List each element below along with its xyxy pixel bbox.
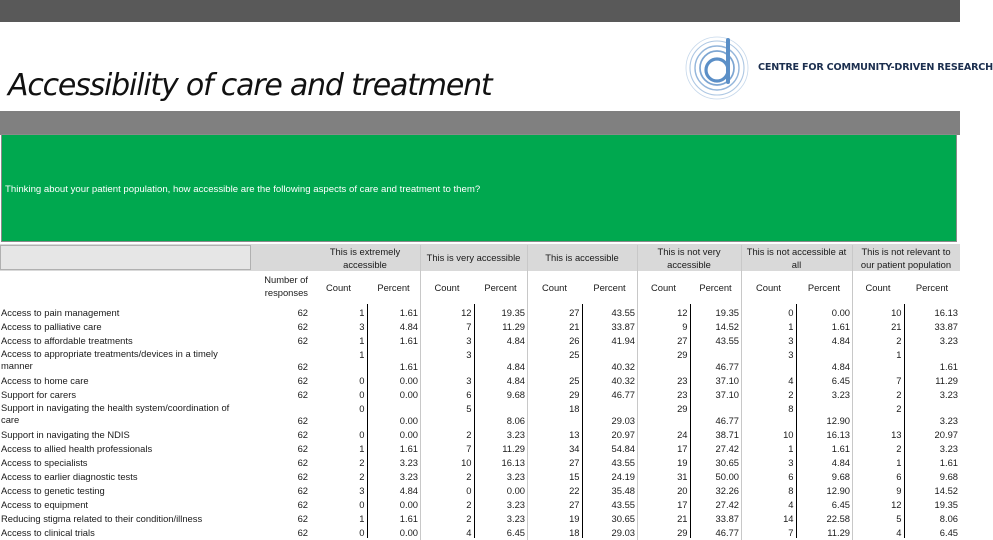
- count-cell: 22: [527, 482, 582, 496]
- percent-cell: 8.06: [939, 513, 958, 525]
- count-cell: [310, 346, 367, 372]
- percent-cell: 19.35: [934, 499, 958, 511]
- percent-cell: 38.71: [715, 429, 739, 441]
- percent-cell: 4.84: [506, 375, 525, 387]
- percent-cell: 0.00: [399, 415, 418, 427]
- row-label: Access to home care: [1, 375, 89, 387]
- count-cell: 27: [637, 332, 690, 346]
- count-cell: [527, 400, 582, 426]
- percent-cell: 46.77: [715, 361, 739, 373]
- count-cell: 2: [741, 386, 796, 400]
- percent-cell: 1.61: [939, 361, 958, 373]
- percent-cell: 1.61: [939, 457, 958, 469]
- count-value: 0: [359, 403, 365, 415]
- count-cell: 4: [741, 496, 796, 510]
- percent-cell: 0.00: [399, 527, 418, 539]
- percent-cell: 30.65: [611, 513, 635, 525]
- percent-cell: 35.48: [611, 485, 635, 497]
- count-value: 8: [788, 403, 794, 415]
- count-cell: [310, 400, 367, 426]
- count-cell: 0: [310, 524, 367, 538]
- group-header: This is accessible: [545, 252, 619, 264]
- table-row: [0, 304, 960, 318]
- count-cell: 1: [852, 454, 904, 468]
- count-cell: 2: [852, 332, 904, 346]
- percent-cell: 16.13: [826, 429, 850, 441]
- group-header: This is not accessible at all: [746, 245, 847, 270]
- count-cell: 3: [310, 482, 367, 496]
- percent-header: Percent: [915, 282, 949, 294]
- count-cell: 2: [420, 426, 474, 440]
- responses-cell: 62: [297, 307, 308, 319]
- count-cell: 12: [420, 304, 474, 318]
- count-cell: 2: [420, 468, 474, 482]
- row-label: Access to allied health professionals: [1, 443, 153, 455]
- count-cell: 23: [637, 386, 690, 400]
- row-label: Access to genetic testing: [1, 485, 105, 497]
- percent-cell: 4.84: [399, 321, 418, 333]
- count-cell: 3: [420, 332, 474, 346]
- percent-cell: 46.77: [715, 415, 739, 427]
- percent-cell: 3.23: [506, 499, 525, 511]
- percent-cell: 0.00: [399, 375, 418, 387]
- count-header: Count: [755, 282, 782, 294]
- count-cell: 0: [310, 496, 367, 510]
- percent-cell: 8.06: [506, 415, 525, 427]
- percent-cell: 3.23: [506, 471, 525, 483]
- results-table: [0, 245, 960, 538]
- count-cell: 0: [741, 304, 796, 318]
- count-cell: 2: [852, 440, 904, 454]
- percent-cell: 3.23: [939, 335, 958, 347]
- row-label: Access to palliative care: [1, 321, 102, 333]
- table-row: [0, 524, 960, 538]
- percent-cell: 33.87: [715, 513, 739, 525]
- table-row: [0, 454, 960, 468]
- count-cell: 1: [741, 440, 796, 454]
- row-label: Access to appropriate treatments/devices in a timely manner: [1, 347, 218, 371]
- percent-cell: 33.87: [934, 321, 958, 333]
- page-title: Accessibility of care and treatment: [8, 68, 492, 103]
- count-cell: [420, 346, 474, 372]
- count-cell: 2: [852, 386, 904, 400]
- percent-cell: 29.03: [611, 527, 635, 539]
- percent-cell: 11.29: [827, 527, 850, 539]
- percent-cell: 12.90: [826, 415, 850, 427]
- count-cell: 21: [852, 318, 904, 332]
- group-header: This is very accessible: [426, 252, 521, 264]
- table-row: [0, 318, 960, 332]
- percent-cell: 16.13: [501, 457, 525, 469]
- percent-cell: 14.52: [715, 321, 739, 333]
- count-cell: 7: [420, 440, 474, 454]
- count-cell: 1: [741, 318, 796, 332]
- count-cell: 1: [310, 304, 367, 318]
- count-cell: 2: [310, 468, 367, 482]
- count-value: 25: [569, 349, 580, 361]
- percent-cell: 3.23: [939, 443, 958, 455]
- count-cell: 25: [527, 372, 582, 386]
- count-value: 29: [677, 349, 688, 361]
- percent-cell: 1.61: [399, 513, 418, 525]
- count-cell: 9: [852, 482, 904, 496]
- percent-cell: 4.84: [831, 335, 850, 347]
- percent-cell: 9.68: [506, 389, 525, 401]
- count-cell: 6: [420, 386, 474, 400]
- percent-header: Percent: [593, 282, 626, 294]
- count-cell: [637, 346, 690, 372]
- count-cell: 27: [527, 304, 582, 318]
- count-cell: 27: [527, 454, 582, 468]
- percent-cell: 54.84: [611, 443, 635, 455]
- count-cell: 13: [527, 426, 582, 440]
- percent-cell: 3.23: [506, 429, 525, 441]
- count-cell: 15: [527, 468, 582, 482]
- percent-cell: 11.29: [935, 375, 958, 387]
- sheet-header-bar: [0, 113, 960, 135]
- count-cell: 29: [527, 386, 582, 400]
- row-label: Access to equipment: [1, 499, 89, 511]
- percent-cell: 9.68: [939, 471, 958, 483]
- percent-cell: 0.00: [399, 389, 418, 401]
- ccdr-logo-icon: [684, 32, 750, 102]
- row-label: Access to clinical trials: [1, 527, 95, 539]
- percent-cell: 19.35: [501, 307, 525, 319]
- top-bar: [0, 0, 960, 22]
- percent-cell: 27.42: [715, 499, 739, 511]
- count-cell: 9: [637, 318, 690, 332]
- count-cell: 3: [741, 332, 796, 346]
- percent-cell: 43.55: [611, 499, 635, 511]
- count-value: 2: [896, 403, 902, 415]
- count-cell: 27: [527, 496, 582, 510]
- row-label: Access to affordable treatments: [1, 335, 133, 347]
- count-cell: 14: [741, 510, 796, 524]
- responses-cell: 62: [297, 321, 308, 333]
- count-cell: [741, 400, 796, 426]
- count-value: 5: [466, 403, 472, 415]
- count-cell: 2: [310, 454, 367, 468]
- percent-cell: 43.55: [611, 457, 635, 469]
- percent-cell: 3.23: [831, 389, 850, 401]
- row-label: Access to specialists: [1, 457, 88, 469]
- responses-cell: 62: [297, 527, 308, 539]
- count-value: 1: [896, 349, 902, 361]
- org-name: CENTRE FOR COMMUNITY-DRIVEN RESEARCH: [758, 62, 993, 73]
- percent-cell: 27.42: [715, 443, 739, 455]
- survey-question: Thinking about your patient population, how accessible are the following aspects of care and treatment to them?: [5, 184, 481, 195]
- count-cell: 8: [741, 482, 796, 496]
- count-cell: 26: [527, 332, 582, 346]
- percent-cell: 19.35: [715, 307, 739, 319]
- count-cell: 7: [741, 524, 796, 538]
- count-cell: 21: [637, 510, 690, 524]
- percent-cell: 6.45: [506, 527, 525, 539]
- percent-cell: 46.77: [715, 527, 739, 539]
- count-value: 3: [788, 349, 794, 361]
- count-cell: 17: [637, 440, 690, 454]
- percent-cell: 32.26: [715, 485, 739, 497]
- count-cell: 2: [420, 496, 474, 510]
- percent-cell: 1.61: [399, 335, 418, 347]
- count-cell: 6: [852, 468, 904, 482]
- percent-header: Percent: [699, 282, 732, 294]
- count-cell: 0: [310, 426, 367, 440]
- table-row: [0, 496, 960, 510]
- percent-cell: 37.10: [715, 389, 739, 401]
- count-header: Count: [541, 282, 568, 294]
- table-row: [0, 468, 960, 482]
- count-cell: 4: [741, 372, 796, 386]
- percent-cell: 1.61: [831, 443, 850, 455]
- percent-cell: 1.61: [831, 321, 850, 333]
- sub-header-row: [0, 272, 960, 304]
- table-row: [0, 510, 960, 524]
- count-cell: 29: [637, 524, 690, 538]
- table-row: [0, 386, 960, 400]
- count-cell: 18: [527, 524, 582, 538]
- count-cell: 19: [527, 510, 582, 524]
- row-label: Access to earlier diagnostic tests: [1, 471, 138, 483]
- percent-cell: 22.58: [826, 513, 850, 525]
- count-cell: 23: [637, 372, 690, 386]
- percent-cell: 0.00: [506, 485, 525, 497]
- count-value: 29: [677, 403, 688, 415]
- row-label: Support in navigating the health system/coordination of care: [1, 401, 230, 425]
- count-cell: 1: [310, 440, 367, 454]
- percent-cell: 1.61: [399, 443, 418, 455]
- responses-cell: 62: [297, 471, 308, 483]
- table-row: [0, 482, 960, 496]
- percent-cell: 12.90: [826, 485, 850, 497]
- count-cell: 0: [310, 372, 367, 386]
- responses-cell: 62: [297, 415, 308, 427]
- table-row: [0, 332, 960, 346]
- percent-cell: 43.55: [611, 307, 635, 319]
- row-label: Access to pain management: [1, 307, 120, 319]
- responses-cell: 62: [297, 513, 308, 525]
- count-cell: 4: [852, 524, 904, 538]
- percent-cell: 37.10: [715, 375, 739, 387]
- percent-header: Percent: [377, 282, 410, 294]
- percent-cell: 40.32: [611, 361, 635, 373]
- responses-cell: 62: [297, 389, 308, 401]
- group-header: This is not relevant to our patient population: [860, 245, 952, 270]
- percent-cell: 46.77: [611, 389, 635, 401]
- count-value: 1: [359, 349, 365, 361]
- count-cell: [852, 400, 904, 426]
- table-row: [0, 400, 960, 426]
- count-cell: 3: [310, 318, 367, 332]
- count-cell: 12: [637, 304, 690, 318]
- percent-cell: 50.00: [715, 471, 739, 483]
- count-cell: 17: [637, 496, 690, 510]
- percent-cell: 4.84: [506, 335, 525, 347]
- percent-cell: 11.29: [502, 321, 525, 333]
- percent-cell: 14.52: [934, 485, 958, 497]
- count-cell: 19: [637, 454, 690, 468]
- count-header: Count: [325, 282, 352, 294]
- count-cell: 7: [420, 318, 474, 332]
- table-row: [0, 372, 960, 386]
- count-cell: [420, 400, 474, 426]
- percent-cell: 6.45: [831, 499, 850, 511]
- count-cell: 0: [420, 482, 474, 496]
- count-cell: 20: [637, 482, 690, 496]
- percent-header: Percent: [807, 282, 841, 294]
- count-cell: 4: [420, 524, 474, 538]
- percent-cell: 1.61: [399, 361, 418, 373]
- table-row: [0, 346, 960, 372]
- percent-cell: 11.29: [502, 443, 525, 455]
- responses-cell: 62: [297, 457, 308, 469]
- count-cell: [527, 346, 582, 372]
- count-cell: 10: [420, 454, 474, 468]
- count-cell: 31: [637, 468, 690, 482]
- row-label: Support for carers: [1, 389, 77, 401]
- count-cell: 3: [420, 372, 474, 386]
- count-cell: 13: [852, 426, 904, 440]
- percent-cell: 4.84: [506, 361, 525, 373]
- count-value: 3: [466, 349, 472, 361]
- count-header: Count: [434, 282, 460, 294]
- responses-cell: 62: [297, 375, 308, 387]
- table-row: [0, 440, 960, 454]
- count-cell: 12: [852, 496, 904, 510]
- percent-cell: 43.55: [715, 335, 739, 347]
- percent-cell: 6.45: [831, 375, 850, 387]
- percent-cell: 0.00: [399, 429, 418, 441]
- responses-cell: 62: [297, 443, 308, 455]
- count-cell: 34: [527, 440, 582, 454]
- count-cell: 0: [310, 386, 367, 400]
- percent-cell: 33.87: [611, 321, 635, 333]
- row-label: Support in navigating the NDIS: [1, 429, 130, 441]
- percent-cell: 3.23: [399, 457, 418, 469]
- count-cell: 3: [741, 454, 796, 468]
- responses-header: Number of responses: [264, 274, 308, 298]
- percent-cell: 3.23: [939, 389, 958, 401]
- count-cell: 6: [741, 468, 796, 482]
- percent-cell: 0.00: [399, 499, 418, 511]
- count-cell: 2: [420, 510, 474, 524]
- percent-cell: 24.19: [611, 471, 635, 483]
- percent-cell: 6.45: [939, 527, 958, 539]
- count-cell: [637, 400, 690, 426]
- percent-cell: 3.23: [506, 513, 525, 525]
- count-cell: 1: [310, 332, 367, 346]
- responses-cell: 62: [297, 499, 308, 511]
- percent-cell: 20.97: [611, 429, 635, 441]
- percent-cell: 29.03: [611, 415, 635, 427]
- count-header: Count: [650, 282, 677, 294]
- percent-cell: 3.23: [939, 415, 958, 427]
- count-cell: [852, 346, 904, 372]
- percent-cell: 4.84: [831, 361, 850, 373]
- percent-cell: 30.65: [715, 457, 739, 469]
- percent-cell: 4.84: [399, 485, 418, 497]
- percent-cell: 41.94: [611, 335, 635, 347]
- count-cell: 10: [852, 304, 904, 318]
- responses-cell: 62: [297, 485, 308, 497]
- group-header-row: [0, 245, 960, 272]
- count-cell: 24: [637, 426, 690, 440]
- percent-cell: 3.23: [399, 471, 418, 483]
- count-cell: 21: [527, 318, 582, 332]
- count-cell: 10: [741, 426, 796, 440]
- group-header: This is not very accessible: [657, 245, 721, 270]
- responses-cell: 62: [297, 335, 308, 347]
- percent-cell: 20.97: [934, 429, 958, 441]
- responses-cell: 62: [297, 429, 308, 441]
- responses-cell: 62: [297, 361, 308, 373]
- percent-cell: 40.32: [611, 375, 635, 387]
- table-row: [0, 426, 960, 440]
- count-header: Count: [865, 282, 891, 294]
- count-cell: 5: [852, 510, 904, 524]
- count-value: 18: [569, 403, 580, 415]
- count-cell: 7: [852, 372, 904, 386]
- count-cell: 1: [310, 510, 367, 524]
- count-cell: [741, 346, 796, 372]
- row-label: Reducing stigma related to their condition/illness: [1, 513, 203, 525]
- percent-header: Percent: [484, 282, 517, 294]
- percent-cell: 0.00: [831, 307, 850, 319]
- percent-cell: 16.13: [934, 307, 958, 319]
- group-header: This is extremely accessible: [329, 245, 401, 270]
- percent-cell: 4.84: [831, 457, 850, 469]
- percent-cell: 9.68: [831, 471, 850, 483]
- percent-cell: 1.61: [399, 307, 418, 319]
